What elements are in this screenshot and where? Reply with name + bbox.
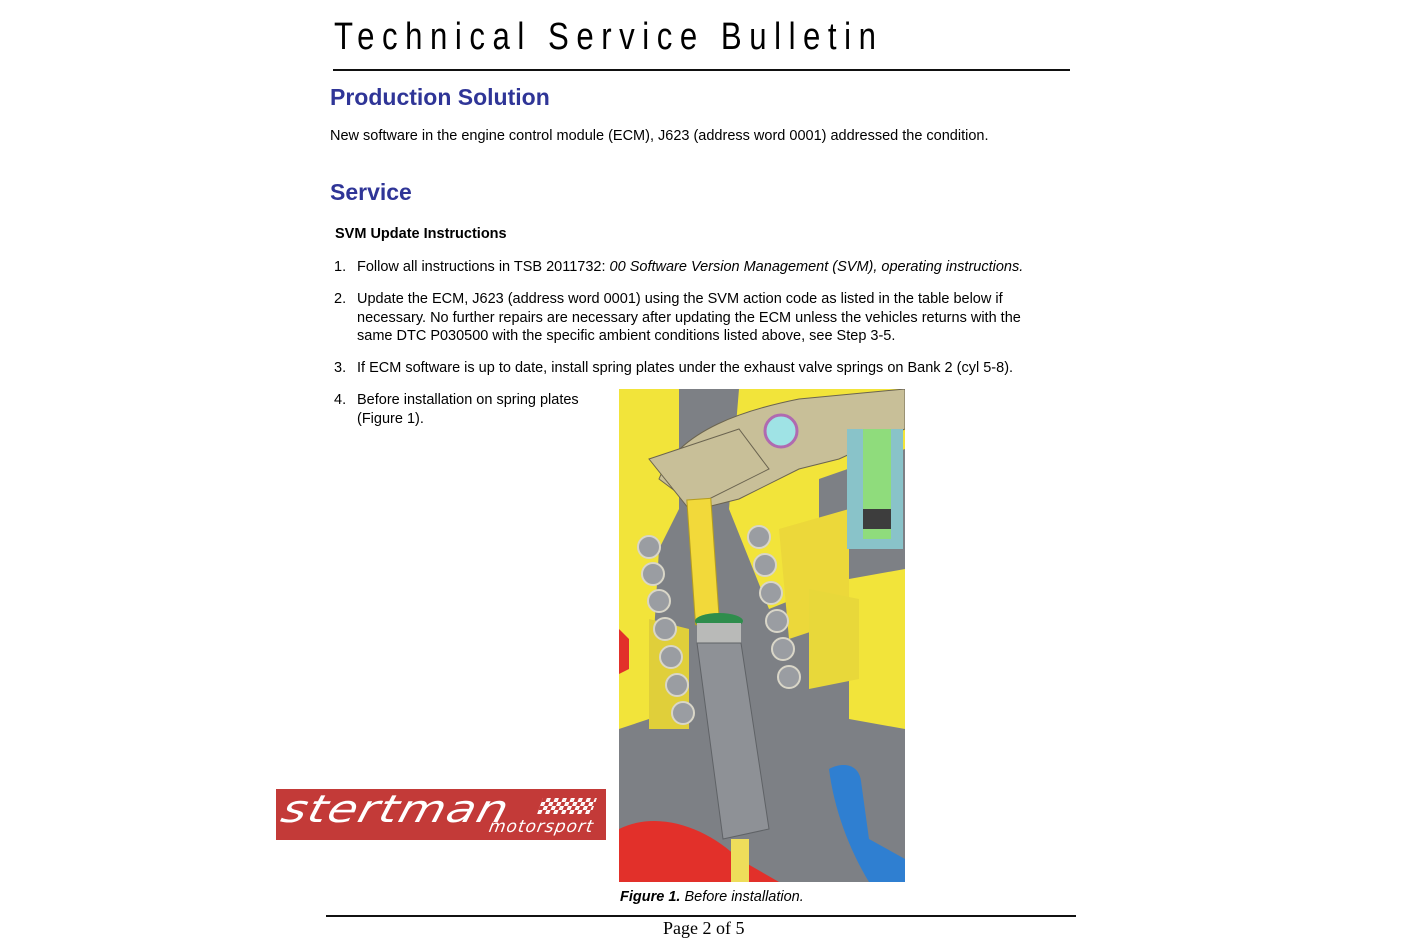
step-number: 3. (334, 360, 347, 376)
figure-caption (620, 889, 804, 905)
checkered-flag-icon (537, 798, 597, 814)
page-number: Page 2 of 5 (663, 918, 745, 938)
figure-caption-text: Before installation. (680, 889, 804, 905)
step-text: If ECM software is up to date, install spring plates under the exhaust valve springs on Bank 2 (cyl 5-8). (357, 360, 1014, 376)
step-4 (334, 391, 597, 428)
step-italic-reference: 00 Software Version Management (SVM), operating instructions. (609, 259, 1024, 275)
production-solution-heading: Production Solution (330, 84, 550, 110)
figure-label: Figure 1. (620, 889, 681, 905)
footer-divider (326, 915, 1076, 917)
svm-update-subheading: SVM Update Instructions (335, 226, 507, 242)
step-2 (334, 290, 1042, 346)
step-number: 2. (334, 291, 347, 307)
step-number: 1. (334, 259, 347, 275)
step-text: Before installation on spring plates (Figure 1). (357, 392, 579, 427)
service-heading: Service (330, 179, 412, 205)
step-text: Follow all instructions in TSB 2011732: (357, 259, 610, 275)
step-3 (334, 359, 1047, 378)
production-solution-text: New software in the engine control module (ECM), J623 (address word 0001) addressed the condition. (330, 128, 989, 144)
stertman-motorsport-logo (276, 789, 606, 840)
step-1 (334, 258, 1047, 277)
step-number: 4. (334, 392, 347, 408)
step-text: Update the ECM, J623 (address word 0001) using the SVM action code as listed in the table below if necessary. No further repairs are necessary after updating the ECM unless the vehicles returns with the same DTC P030500 with the specific ambient conditions listed above, see Step 3-5. (357, 291, 1021, 344)
document-title: Technical Service Bulletin (334, 16, 884, 58)
logo-brand: stertman (276, 787, 515, 831)
valve-spring-cad-illustration (619, 389, 905, 882)
figure-1-valve-spring-image (619, 389, 905, 882)
logo-tagline: motorsport (487, 817, 596, 837)
header-divider (333, 69, 1070, 71)
